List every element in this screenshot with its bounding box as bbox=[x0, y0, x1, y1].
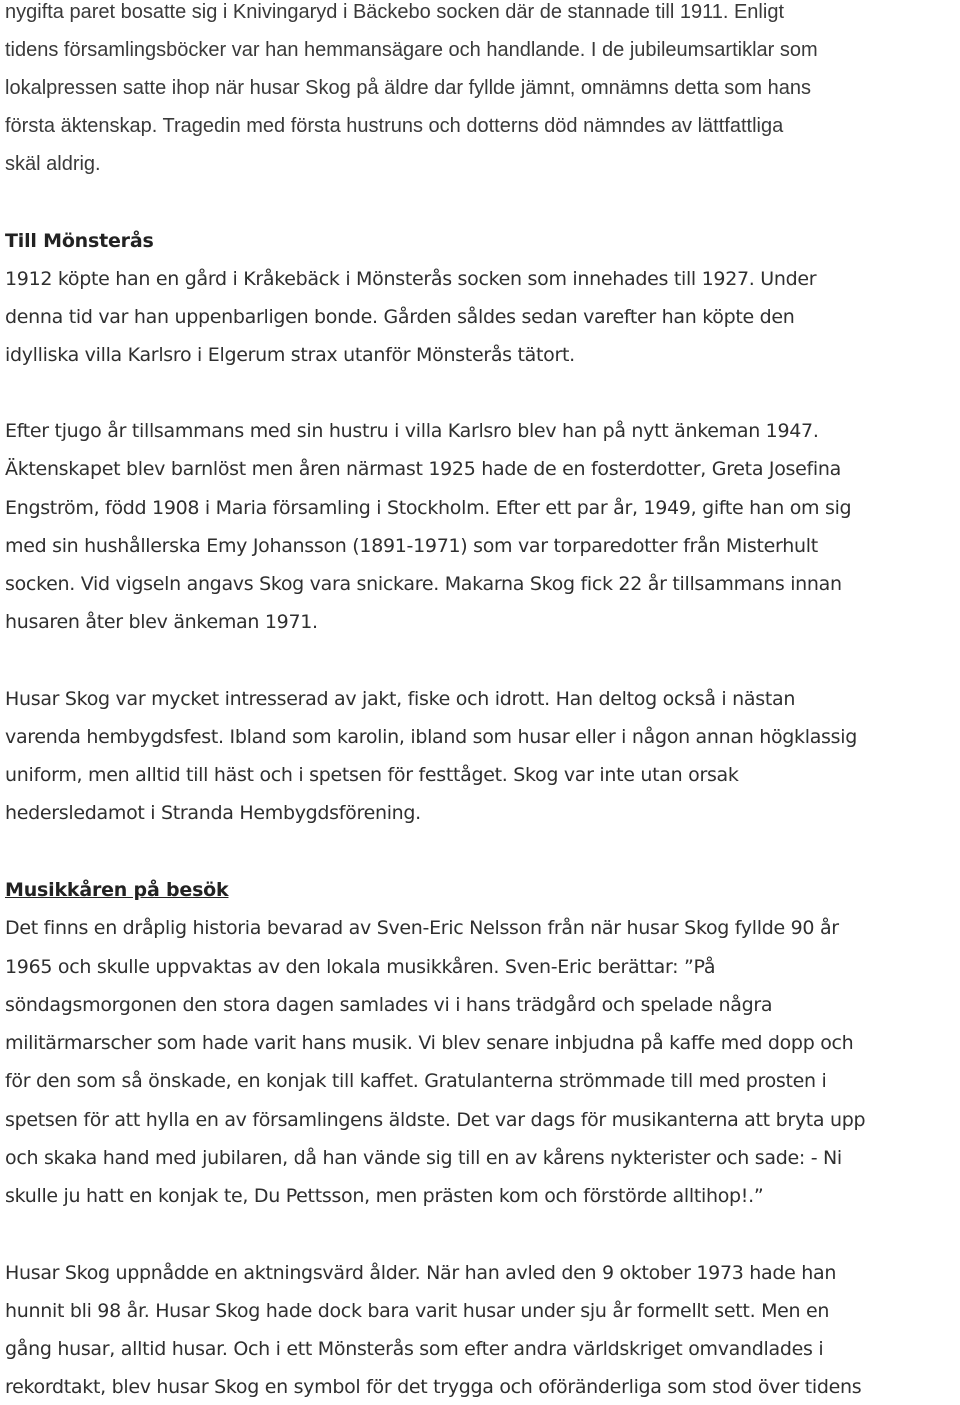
paragraph-line: socken. Vid vigseln angavs Skog vara snickare. Makarna Skog fick 22 år tillsammans innan bbox=[5, 573, 842, 595]
paragraph-line: militärmarscher som hade varit hans musik. Vi blev senare inbjudna på kaffe med dopp och bbox=[5, 1032, 854, 1054]
paragraph-line: Husar Skog var mycket intresserad av jakt, fiske och idrott. Han deltog också i nästan bbox=[5, 688, 796, 710]
intro-line: skäl aldrig. bbox=[5, 153, 101, 175]
paragraph-line: varenda hembygdsfest. Ibland som karolin, ibland som husar eller i någon annan högklassig bbox=[5, 726, 857, 748]
intro-line: första äktenskap. Tragedin med första hustruns och dotterns död nämndes av lättfattliga bbox=[5, 115, 784, 137]
paragraph-line: hunnit bli 98 år. Husar Skog hade dock bara varit husar under sju år formellt sett. Men en bbox=[5, 1300, 830, 1322]
paragraph-line: Det finns en dråplig historia bevarad av Sven-Eric Nelsson från när husar Skog fyllde 90 år bbox=[5, 917, 839, 939]
paragraph-line: spetsen för att hylla en av församlingens äldste. Det var dags för musikanterna att bryta upp bbox=[5, 1109, 866, 1131]
paragraph-line: Husar Skog uppnådde en aktningsvärd ålder. När han avled den 9 oktober 1973 hade han bbox=[5, 1262, 837, 1284]
paragraph-line: hedersledamot i Stranda Hembygdsförening. bbox=[5, 802, 421, 824]
paragraph-line: skulle ju hatt en konjak te, Du Pettsson, men prästen kom och förstörde alltihop!.” bbox=[5, 1185, 764, 1207]
paragraph-line: Äktenskapet blev barnlöst men åren närmast 1925 hade de en fosterdotter, Greta Josefina bbox=[5, 458, 841, 480]
paragraph-line: söndagsmorgonen den stora dagen samlades vi i hans trädgård och spelade några bbox=[5, 994, 773, 1016]
paragraph-line: med sin hushållerska Emy Johansson (1891-1971) som var torparedotter från Misterhult bbox=[5, 535, 818, 557]
paragraph-line: Engström, född 1908 i Maria församling i Stockholm. Efter ett par år, 1949, gifte han om sig bbox=[5, 497, 852, 519]
paragraph-line: idylliska villa Karlsro i Elgerum strax utanför Mönsterås tätort. bbox=[5, 344, 575, 366]
paragraph-line: rekordtakt, blev husar Skog en symbol för det trygga och oföränderliga som stod över tidens bbox=[5, 1376, 862, 1398]
intro-line: lokalpressen satte ihop när husar Skog på äldre dar fyllde jämnt, omnämns detta som hans bbox=[5, 77, 811, 99]
intro-line: nygifta paret bosatte sig i Knivingaryd i Bäckebo socken där de stannade till 1911. Enligt bbox=[5, 1, 784, 23]
section-heading: Till Mönsterås bbox=[5, 230, 154, 252]
paragraph-line: 1912 köpte han en gård i Kråkebäck i Mönsterås socken som innehades till 1927. Under bbox=[5, 268, 817, 290]
paragraph-line: Efter tjugo år tillsammans med sin hustru i villa Karlsro blev han på nytt änkeman 1947. bbox=[5, 420, 819, 442]
paragraph-line: för den som så önskade, en konjak till kaffet. Gratulanterna strömmade till med prosten i bbox=[5, 1070, 827, 1092]
intro-line: tidens församlingsböcker var han hemmansägare och handlande. I de jubileumsartiklar som bbox=[5, 39, 818, 61]
paragraph-line: husaren åter blev änkeman 1971. bbox=[5, 611, 318, 633]
paragraph-line: och skaka hand med jubilaren, då han vände sig till en av kårens nykterister och sade: - Ni bbox=[5, 1147, 842, 1169]
paragraph-line: uniform, men alltid till häst och i spetsen för festtåget. Skog var inte utan orsak bbox=[5, 764, 739, 786]
section-heading: Musikkåren på besök bbox=[5, 879, 229, 901]
paragraph-line: denna tid var han uppenbarligen bonde. Gården såldes sedan varefter han köpte den bbox=[5, 306, 795, 328]
paragraph-line: 1965 och skulle uppvaktas av den lokala musikkåren. Sven-Eric berättar: ”På bbox=[5, 956, 716, 978]
paragraph-line: gång husar, alltid husar. Och i ett Mönsterås som efter andra världskriget omvandlades i bbox=[5, 1338, 824, 1360]
